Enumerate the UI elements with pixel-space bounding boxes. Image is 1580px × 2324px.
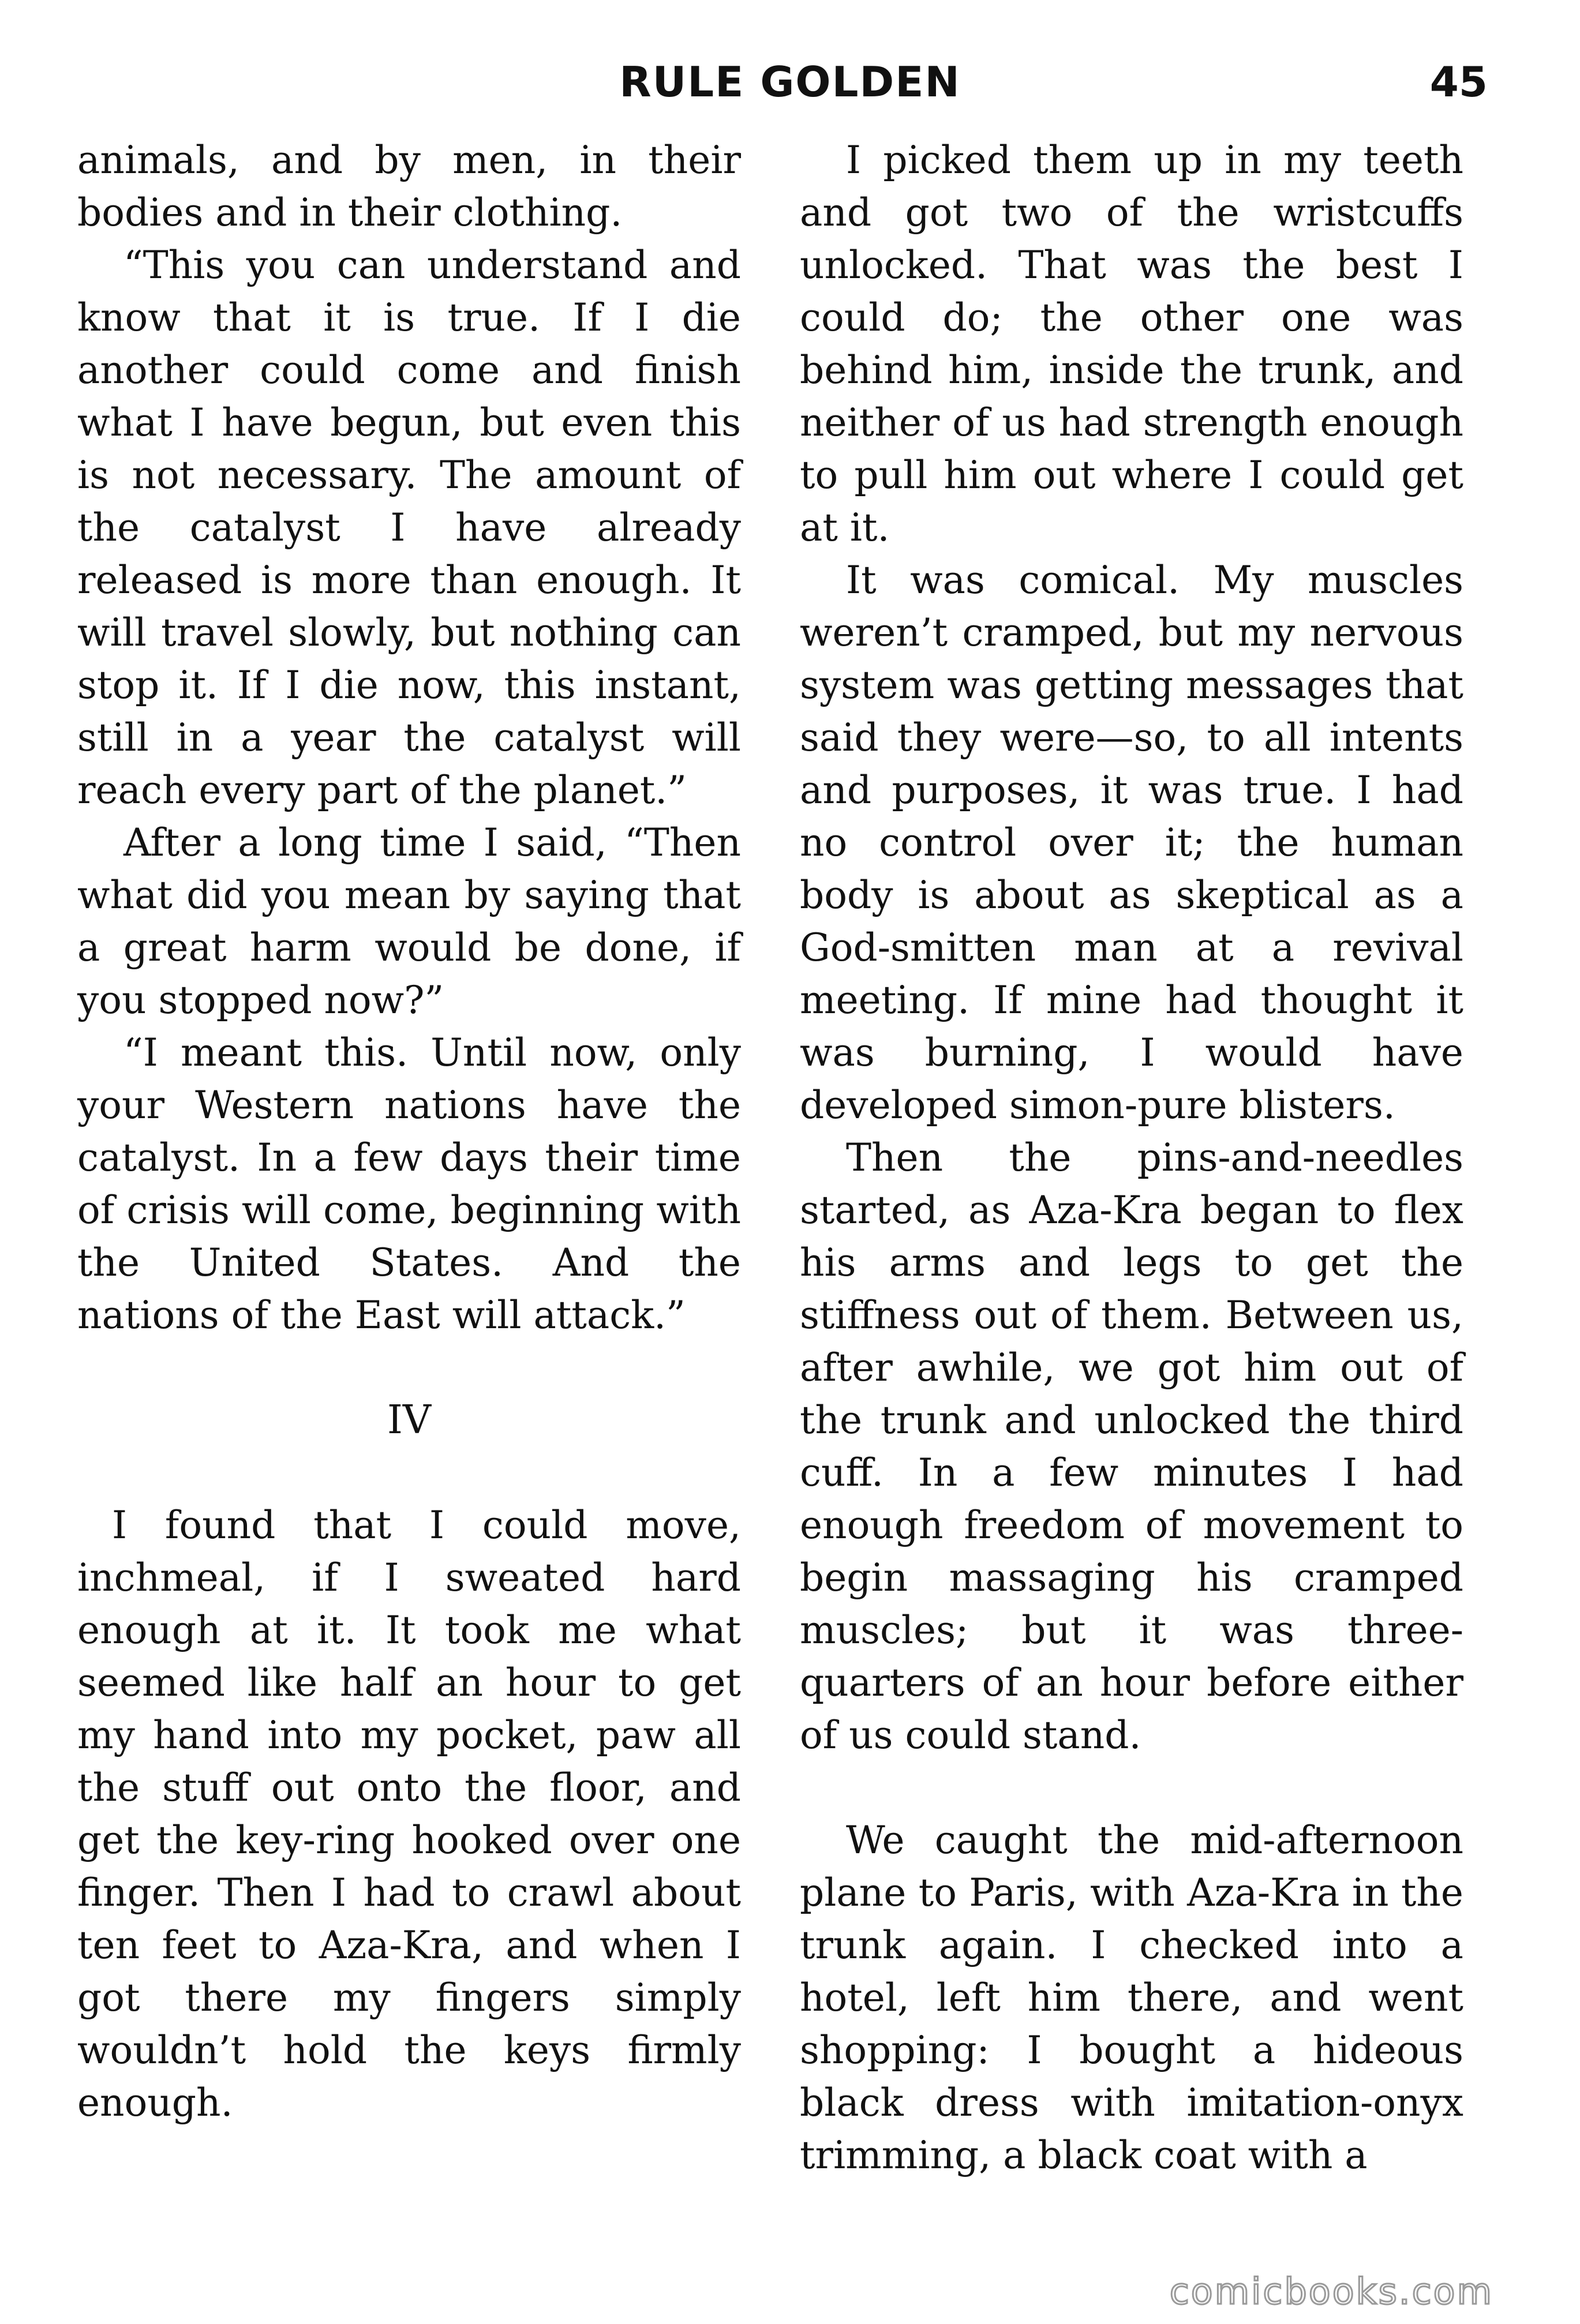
running-header-title: RULE GOLDEN bbox=[619, 58, 961, 106]
paragraph: Then the pins-and-needles started, as Aza-Kra began to flex his arms and legs to get the stiffness out of them. Between us, after awhile, we got him out of the trunk and unlocked the third cuff. In a few minutes I had enough freedom of movement to begin massaging his cramped muscles; but it was three-quarters of an hour before either of us could stand. bbox=[800, 1135, 1463, 1757]
right-column bbox=[800, 134, 1463, 2181]
paragraph: After a long time I said, “Then what did you mean by saying that a great harm would be done, if you stopped now?” bbox=[77, 820, 741, 1022]
section-break bbox=[800, 1761, 1463, 1814]
section-heading: IV bbox=[387, 1397, 431, 1443]
paragraph: “This you can understand and know that it is true. If I die another could come and finish what I have begun, but even this is not necessary. The amount of the catalyst I have already released is more than enough. It will travel slowly, but nothing can stop it. If I die now, this instant, still in a year the catalyst will reach every part of the planet.” bbox=[77, 243, 741, 812]
paragraph: We caught the mid-afternoon plane to Paris, with Aza-Kra in the trunk again. I checked into a hotel, left him there, and went shopping: I bought a hideous black dress with imitation-onyx trimming, a black coat with a bbox=[800, 1818, 1463, 2177]
paragraph: It was comical. My muscles weren’t cramped, but my nervous system was getting messages that said they were—so, to all intents and purposes, it was true. I had no control over it; the human body is about as skeptical as a God-smitten man at a revival meeting. If mine had thought it was burning, I would have developed simon-pure blisters. bbox=[800, 558, 1463, 1127]
paragraph: I picked them up in my teeth and got two of the wristcuffs unlocked. That was the best I could do; the other one was behind him, inside the trunk, and neither of us had strength enough to pull him out where I could get at it. bbox=[800, 138, 1463, 550]
left-column bbox=[77, 134, 741, 2129]
page-number: 45 bbox=[1429, 58, 1488, 106]
paragraph: animals, and by men, in their bodies and in their clothing. bbox=[77, 138, 741, 235]
paragraph: “I meant this. Until now, only your Western nations have the catalyst. In a few days their time of crisis will come, beginning with the United States. And the nations of the East will attack.” bbox=[77, 1030, 741, 1337]
watermark: comicbooks.com bbox=[1169, 2270, 1493, 2312]
paragraph: I found that I could move, inchmeal, if I sweated hard enough at it. It took me what seemed like half an hour to get my hand into my pocket, paw all the stuff out onto the floor, and get the key-ring hooked over one finger. Then I had to crawl about ten feet to Aza-Kra, and when I got there my fingers simply wouldn’t hold the keys firmly enough. bbox=[77, 1503, 741, 2125]
